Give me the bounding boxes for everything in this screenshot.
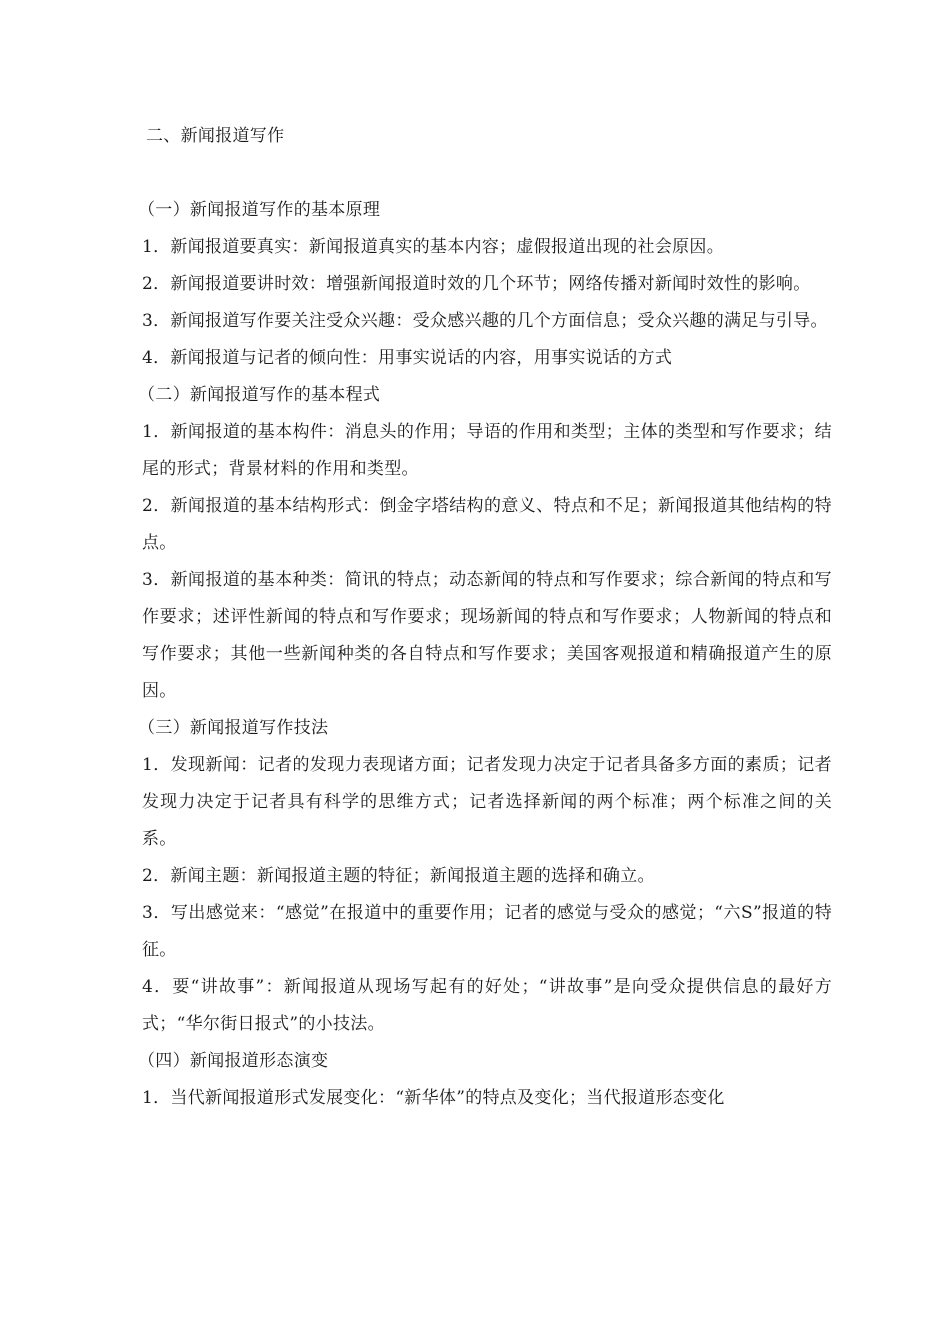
list-item: 1．新闻报道要真实：新闻报道真实的基本内容；虚假报道出现的社会原因。 — [142, 237, 725, 257]
list-item: 1．新闻报道的基本构件：消息头的作用；导语的作用和类型；主体的类型和写作要求；结尾的形式；背景材料的作用和类型。 — [142, 422, 832, 479]
section-heading: （一）新闻报道写作的基本原理 — [138, 200, 381, 220]
list-item: 3．新闻报道的基本种类：简讯的特点；动态新闻的特点和写作要求；综合新闻的特点和写作要求；述评性新闻的特点和写作要求；现场新闻的特点和写作要求；人物新闻的特点和写作要求；其他一些新闻种类的各自特点和写作要求；美国客观报道和精确报道产生的原因。 — [142, 570, 832, 701]
list-item: 1．当代新闻报道形式发展变化：“新华体”的特点及变化；当代报道形态变化 — [142, 1088, 725, 1108]
document-title: 二、新闻报道写作 — [146, 126, 285, 146]
list-item: 1．发现新闻：记者的发现力表现诸方面；记者发现力决定于记者具备多方面的素质；记者发现力决定于记者具有科学的思维方式；记者选择新闻的两个标准；两个标准之间的关系。 — [142, 755, 832, 849]
list-item: 2．新闻报道要讲时效：增强新闻报道时效的几个环节；网络传播对新闻时效性的影响。 — [142, 274, 811, 294]
list-item: 3．新闻报道写作要关注受众兴趣：受众感兴趣的几个方面信息；受众兴趣的满足与引导。 — [142, 311, 828, 331]
section-heading: （二）新闻报道写作的基本程式 — [138, 385, 381, 405]
document-body — [138, 118, 832, 1117]
list-item: 2．新闻报道的基本结构形式：倒金字塔结构的意义、特点和不足；新闻报道其他结构的特点。 — [142, 496, 832, 553]
list-item: 2．新闻主题：新闻报道主题的特征；新闻报道主题的选择和确立。 — [142, 866, 655, 886]
section-heading: （四）新闻报道形态演变 — [138, 1051, 329, 1071]
list-item: 4．要“讲故事”：新闻报道从现场写起有的好处；“讲故事”是向受众提供信息的最好方式；“华尔街日报式”的小技法。 — [142, 977, 832, 1034]
list-item: 3．写出感觉来：“感觉”在报道中的重要作用；记者的感觉与受众的感觉；“六S”报道的特征。 — [142, 903, 832, 960]
section-heading: （三）新闻报道写作技法 — [138, 718, 329, 738]
list-item: 4．新闻报道与记者的倾向性：用事实说话的内容，用事实说话的方式 — [142, 348, 673, 368]
